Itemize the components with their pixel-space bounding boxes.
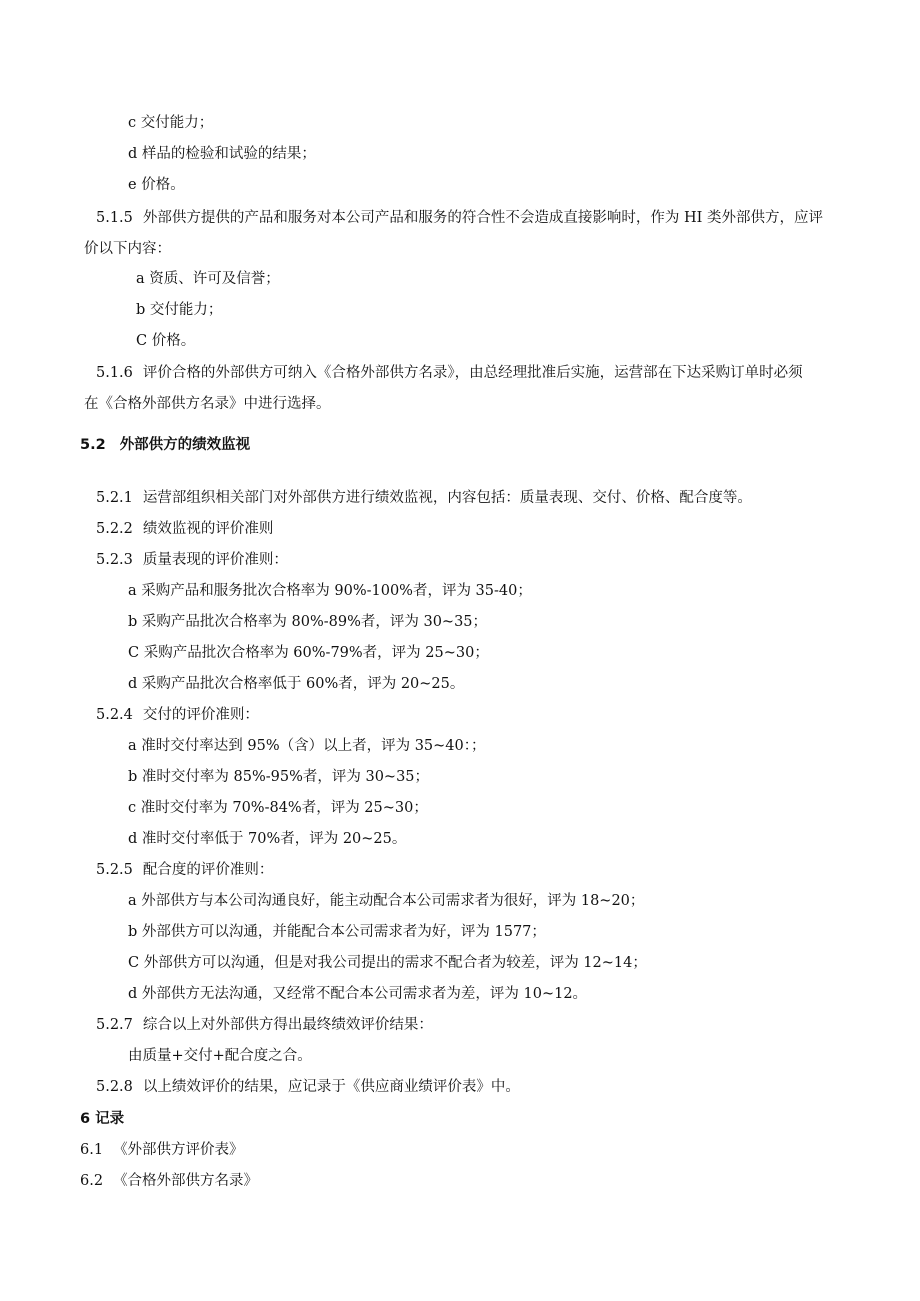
section-number: 6.2: [80, 1173, 104, 1189]
paragraph-continuation: 在《合格外部供方名录》中进行选择。: [84, 396, 331, 412]
paragraph-5-1-5: [84, 203, 871, 265]
paragraph-text: 综合以上对外部供方得出最终绩效评价结果：: [142, 1017, 433, 1033]
section-number: 5.1.5: [96, 210, 133, 226]
list-item: d 样品的检验和试验的结果；: [128, 146, 316, 162]
list-item: b 交付能力；: [136, 302, 223, 318]
paragraph-5-2-1: [96, 489, 752, 507]
paragraph-text: 外部供方提供的产品和服务对本公司产品和服务的符合性不会造成直接影响时，作为 HI 类外部供方，应评: [142, 210, 823, 226]
section-number: 5.2.2: [96, 521, 133, 537]
list-item: c 交付能力；: [128, 115, 214, 131]
paragraph-5-2-3: [96, 551, 288, 569]
record-title: 《合格外部供方名录》: [113, 1173, 259, 1189]
paragraph-5-2-8: [96, 1078, 520, 1096]
paragraph-5-2-2: [96, 520, 273, 538]
record-item-6-1: [80, 1141, 244, 1159]
section-number: 5.2.8: [96, 1079, 133, 1095]
section-number: 5.2.1: [96, 490, 133, 506]
section-number: 5.2.7: [96, 1017, 133, 1033]
list-item: a 采购产品和服务批次合格率为 90%-100%者，评为 35-40；: [128, 583, 532, 599]
paragraph-text: 评价合格的外部供方可纳入《合格外部供方名录》，由总经理批准后实施，运营部在下达采购订单时必须: [142, 365, 803, 381]
section-number: 6.1: [80, 1142, 104, 1158]
section-number: 5.2.5: [96, 862, 133, 878]
paragraph-text: 配合度的评价准则：: [142, 862, 274, 878]
paragraph-text: 运营部组织相关部门对外部供方进行绩效监视，内容包括：质量表现、交付、价格、配合度等。: [142, 490, 752, 506]
section-number: 5.2.4: [96, 707, 133, 723]
record-item-6-2: [80, 1172, 258, 1190]
paragraph-5-1-6: [84, 358, 871, 420]
paragraph-5-2-7: [96, 1016, 433, 1034]
section-title: 外部供方的绩效监视: [119, 437, 251, 453]
list-item: b 采购产品批次合格率为 80%-89%者，评为 30~35；: [128, 614, 488, 630]
list-item: d 采购产品批次合格率低于 60%者，评为 20~25。: [128, 676, 465, 692]
list-item: C 采购产品批次合格率为 60%-79%者，评为 25~30；: [128, 645, 489, 661]
paragraph-text: 绩效监视的评价准则: [142, 521, 274, 537]
section-heading-5-2: [80, 436, 250, 454]
section-number: 5.2: [80, 437, 106, 453]
list-item: e 价格。: [128, 177, 185, 193]
list-item: d 准时交付率低于 70%者，评为 20~25。: [128, 831, 407, 847]
record-title: 《外部供方评价表》: [113, 1142, 244, 1158]
paragraph-5-2-5: [96, 861, 273, 879]
list-item: b 外部供方可以沟通，并能配合本公司需求者为好，评为 1577；: [128, 924, 546, 940]
list-item: a 准时交付率达到 95%（含）以上者，评为 35~40：；: [128, 738, 486, 754]
paragraph-text: 以上绩效评价的结果，应记录于《供应商业绩评价表》中。: [142, 1079, 520, 1095]
list-item: C 外部供方可以沟通，但是对我公司提出的需求不配合者为较差，评为 12~14；: [128, 955, 647, 971]
section-heading-6: 6 记录: [80, 1111, 125, 1127]
list-item: d 外部供方无法沟通，又经常不配合本公司需求者为差，评为 10~12。: [128, 986, 588, 1002]
list-item: c 准时交付率为 70%-84%者，评为 25~30；: [128, 800, 428, 816]
list-item: 由质量+交付+配合度之合。: [128, 1048, 312, 1064]
paragraph-text: 交付的评价准则：: [142, 707, 259, 723]
section-number: 5.2.3: [96, 552, 133, 568]
section-number: 5.1.6: [96, 365, 133, 381]
paragraph-text: 质量表现的评价准则：: [142, 552, 288, 568]
paragraph-continuation: 价以下内容：: [84, 241, 171, 257]
paragraph-5-2-4: [96, 706, 259, 724]
list-item: b 准时交付率为 85%-95%者，评为 30~35；: [128, 769, 430, 785]
list-item: a 资质、许可及信誉；: [136, 271, 280, 287]
list-item: C 价格。: [136, 333, 196, 349]
list-item: a 外部供方与本公司沟通良好，能主动配合本公司需求者为很好，评为 18~20；: [128, 893, 645, 909]
